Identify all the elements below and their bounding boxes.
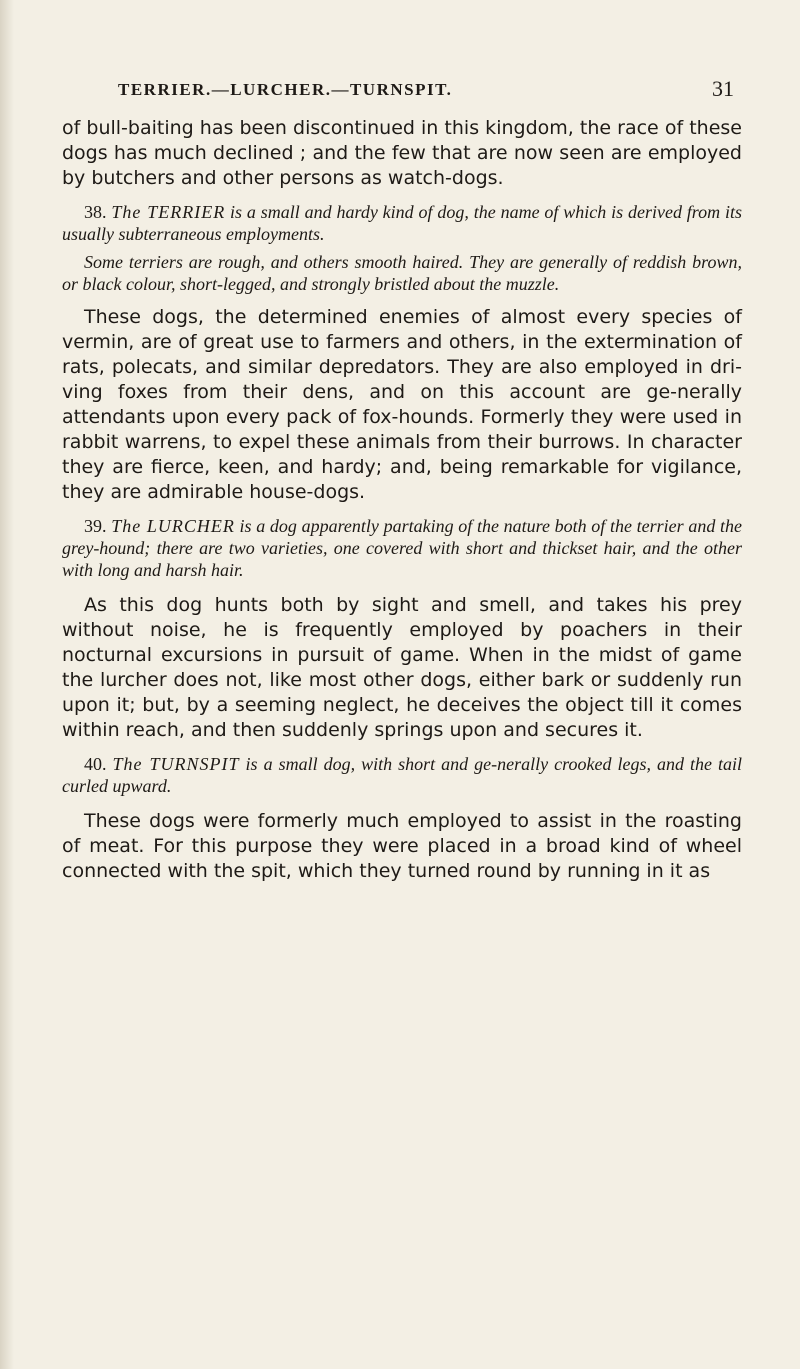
terrier-entry-definition: is a small and hardy kind of dog, the name of which is derived from its usually subterraneous employments. bbox=[62, 202, 742, 244]
intro-paragraph: of bull-baiting has been discontinued in this kingdom, the race of these dogs has much declined ; and the few that are now seen are employed by butchers and other persons as watch-dogs. bbox=[62, 117, 742, 189]
running-head bbox=[62, 76, 742, 116]
terrier-entry-note: Some terriers are rough, and others smooth haired. They are generally of reddish brown, or black colour, short-legged, and strongly bristled about the muzzle. bbox=[62, 252, 742, 294]
page-edge-shadow bbox=[0, 0, 14, 1369]
terrier-entry-number: 38. bbox=[84, 202, 107, 222]
turnspit-entry-heading bbox=[62, 753, 742, 797]
terrier-entry-heading bbox=[62, 201, 742, 245]
lurcher-paragraph: As this dog hunts both by sight and smell, and takes his prey without noise, he is frequently employed by poachers in their nocturnal excursions in pursuit of game. When in the midst of game the lurcher does not, like most other dogs, either bark or suddenly run upon it; but, by a seeming neglect, he deceives the object till it comes within reach, and then suddenly springs upon and secures it. bbox=[62, 594, 742, 741]
book-page bbox=[62, 76, 743, 884]
lurcher-entry-definition: is a dog apparently partaking of the nature both of the terrier and the grey-hound; there are two varieties, one covered with short and thickset hair, and the other with long and harsh hair. bbox=[62, 516, 743, 580]
terrier-entry-name: The TERRIER bbox=[111, 202, 226, 222]
turnspit-entry-definition: is a small dog, with short and ge-nerally crooked legs, and the tail curled upward. bbox=[62, 754, 743, 796]
lurcher-entry-number: 39. bbox=[84, 516, 107, 536]
terrier-paragraph: These dogs, the determined enemies of almost every species of vermin, are of great use to farmers and others, in the extermination of rats, polecats, and similar depredators. They are also employed in dri-ving foxes from their dens, and on this account are ge-nerally attendants upon every pack of fox-hounds. Formerly they were used in rabbit warrens, to expel these animals from their burrows. In character they are fierce, keen, and hardy; and, being remarkable for vigilance, they are admirable house-dogs. bbox=[62, 306, 742, 503]
running-title: TERRIER.—LURCHER.—TURNSPIT. bbox=[118, 80, 453, 99]
lurcher-entry-name: The LURCHER bbox=[111, 516, 235, 536]
turnspit-entry-name: The TURNSPIT bbox=[112, 754, 240, 774]
turnspit-entry-number: 40. bbox=[84, 754, 107, 774]
lurcher-entry-heading bbox=[62, 515, 742, 581]
page-number: 31 bbox=[712, 76, 734, 101]
turnspit-paragraph: These dogs were formerly much employed to assist in the roasting of meat. For this purpose they were placed in a broad kind of wheel connected with the spit, which they turned round by running in it as bbox=[62, 810, 742, 882]
